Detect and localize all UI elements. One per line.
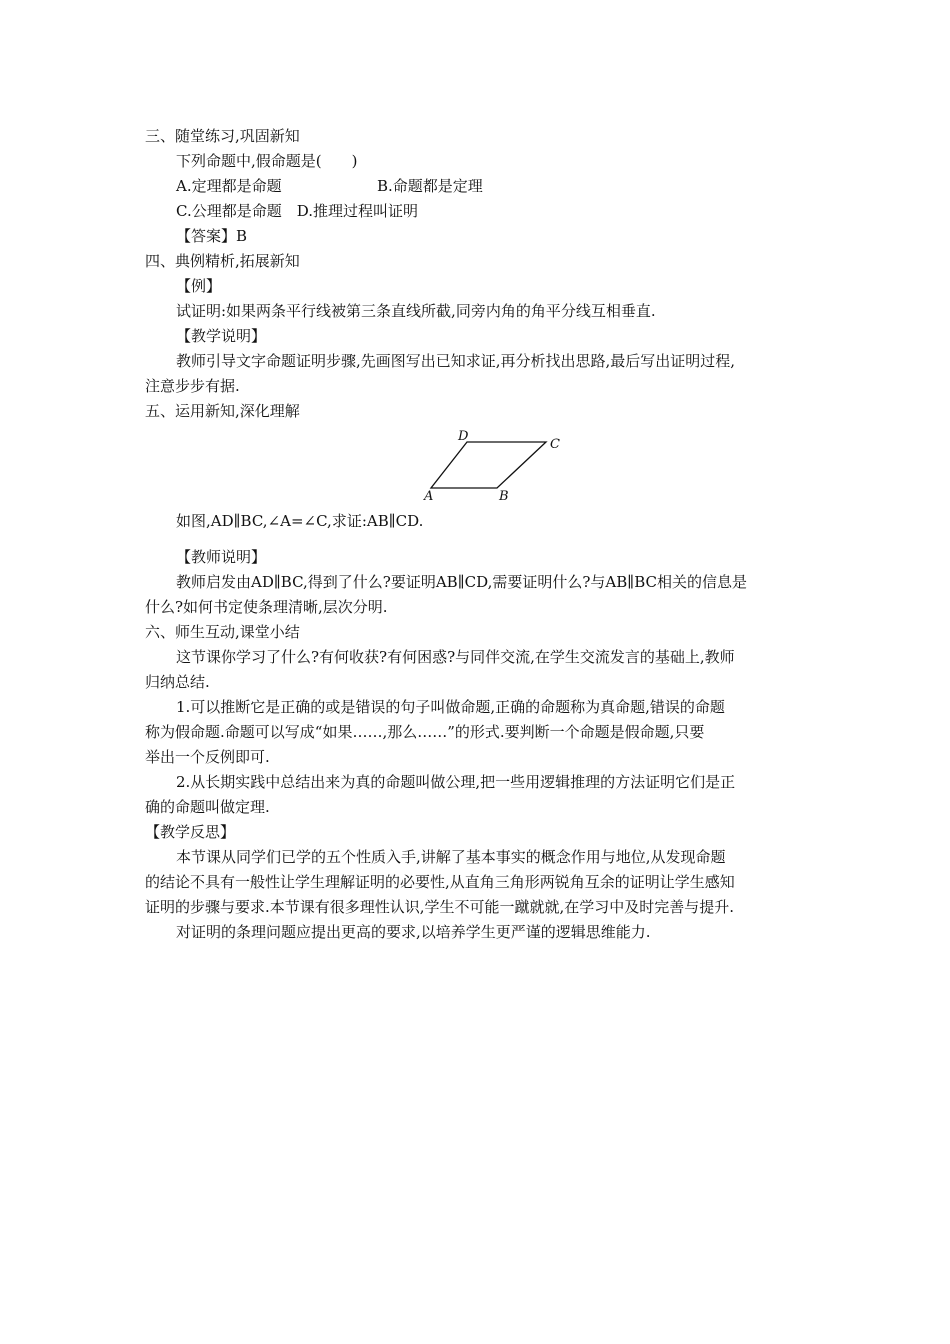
- parallelogram-shape: [431, 442, 546, 488]
- section-5-heading: 五、运用新知,深化理解: [145, 402, 300, 420]
- option-c-d: C.公理都是命题 D.推理过程叫证明: [176, 202, 418, 220]
- teaching-note-line-1: 教师引导文字命题证明步骤,先画图写出已知求证,再分析找出思路,最后写出证明过程,: [176, 352, 736, 370]
- summary-point-2-line-1: 2.从长期实践中总结出来为真的命题叫做公理,把一些用逻辑推理的方法证明它们是正: [176, 773, 736, 791]
- example-label: 【例】: [176, 277, 222, 295]
- teaching-note-line-2: 注意步步有据.: [145, 377, 240, 395]
- exercise-answer: 【答案】B: [176, 227, 248, 245]
- parallelogram-diagram: [422, 428, 567, 504]
- summary-point-1-line-1: 1.可以推断它是正确的或是错误的句子叫做命题,正确的命题称为真命题,错误的命题: [176, 698, 725, 716]
- vertex-label-c: C: [550, 437, 560, 452]
- section-4-heading: 四、典例精析,拓展新知: [145, 252, 300, 270]
- vertex-label-b: B: [499, 489, 509, 504]
- option-b: B.命题都是定理: [377, 177, 483, 195]
- summary-point-2-line-2: 确的命题叫做定理.: [145, 798, 270, 816]
- reflection-line-4: 对证明的条理问题应提出更高的要求,以培养学生更严谨的逻辑思维能力.: [176, 923, 651, 941]
- vertex-label-a: A: [424, 489, 434, 504]
- teacher-note-line-2: 什么?如何书定使条理清晰,层次分明.: [145, 598, 388, 616]
- summary-intro-line-1: 这节课你学习了什么?有何收获?有何困惑?与同伴交流,在学生交流发言的基础上,教师: [176, 648, 735, 666]
- reflection-line-1: 本节课从同学们已学的五个性质入手,讲解了基本事实的概念作用与地位,从发现命题: [176, 848, 726, 866]
- summary-point-1-line-3: 举出一个反例即可.: [145, 748, 270, 766]
- teaching-note-label: 【教学说明】: [176, 327, 267, 345]
- option-a: A.定理都是命题: [176, 177, 282, 195]
- summary-point-1-line-2: 称为假命题.命题可以写成“如果……,那么……”的形式.要判断一个命题是假命题,只要: [145, 723, 705, 741]
- proof-problem: 如图,AD∥BC,∠A=∠C,求证:AB∥CD.: [176, 512, 424, 530]
- section-3-heading: 三、随堂练习,巩固新知: [145, 127, 300, 145]
- reflection-line-3: 证明的步骤与要求.本节课有很多理性认识,学生不可能一蹴就就,在学习中及时完善与提升.: [145, 898, 735, 916]
- teacher-note-line-1: 教师启发由AD∥BC,得到了什么?要证明AB∥CD,需要证明什么?与AB∥BC相关的信息是: [176, 573, 747, 591]
- section-6-heading: 六、师生互动,课堂小结: [145, 623, 300, 641]
- vertex-label-d: D: [458, 429, 469, 444]
- summary-intro-line-2: 归纳总结.: [145, 673, 210, 691]
- reflection-line-2: 的结论不具有一般性让学生理解证明的必要性,从直角三角形两锐角互余的证明让学生感知: [145, 873, 735, 891]
- reflection-heading: 【教学反思】: [145, 823, 236, 841]
- exercise-question: 下列命题中,假命题是( ): [176, 152, 358, 170]
- example-text: 试证明:如果两条平行线被第三条直线所截,同旁内角的角平分线互相垂直.: [176, 302, 656, 320]
- teacher-note-label: 【教师说明】: [176, 548, 267, 566]
